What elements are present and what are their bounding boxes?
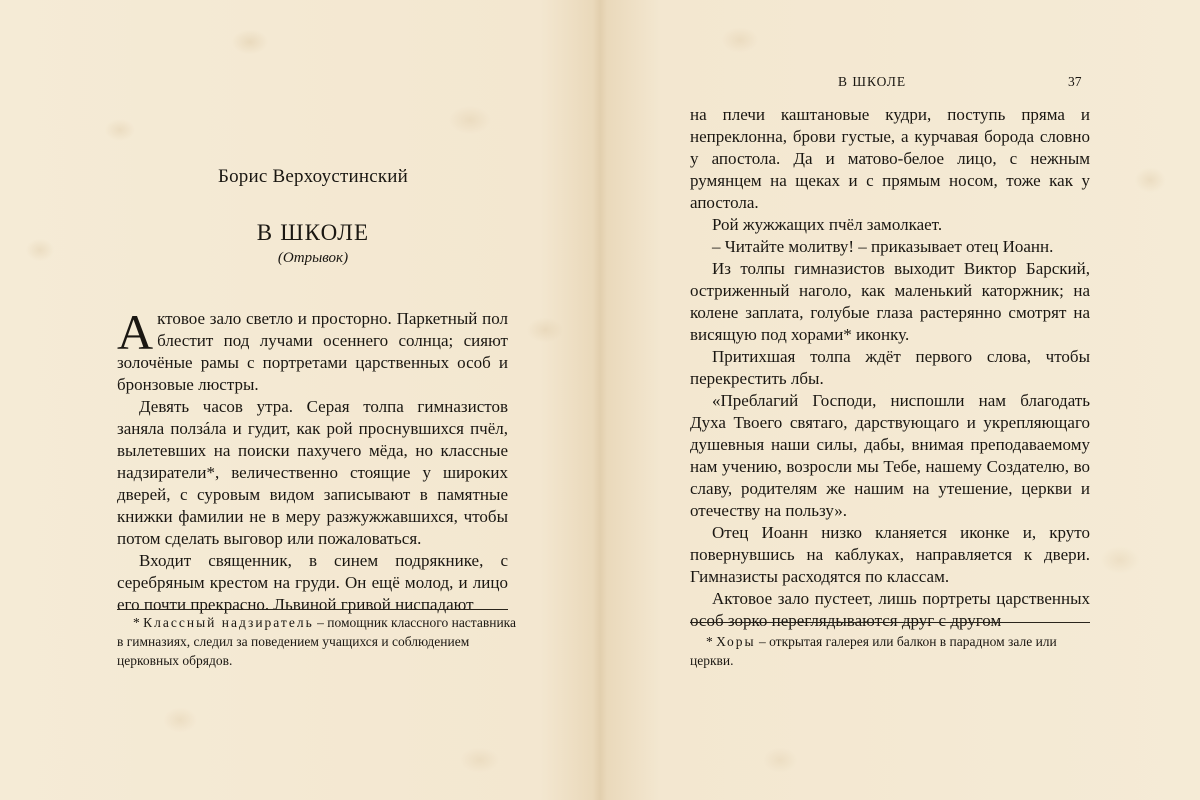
- paragraph: Входит священник, в синем подрякнике, с серебряным крестом на груди. Он ещё молод, и лицо его почти прекрасно. Львиной гривой ниспадают: [117, 551, 508, 614]
- footnote: [690, 632, 1100, 670]
- footnote: [117, 613, 517, 670]
- paragraph: «Преблагий Господи, ниспошли нам благодать Духа Твоего святаго, дарствующаго и укрепляющаго душевныя наши силы, дабы, внимая преподаваемому нам учению, возросли мы Тебе, нашему Создателю, во славу, родителям же нашим на утешение, церкви и отечеству на пользу».: [690, 391, 1090, 520]
- drop-cap: А: [117, 304, 154, 360]
- story-subtitle: (Отрывок): [277, 250, 349, 266]
- paragraph: Из толпы гимназистов выходит Виктор Барский, остриженный наголо, как маленький каторжник; на колене заплата, голубые глаза растерянно смотрят на висящую под хорами* иконку.: [690, 259, 1090, 344]
- footnote-term: Хоры: [716, 634, 756, 649]
- footnote-marker: *: [706, 634, 717, 649]
- paragraph: Рой жужжащих пчёл замолкает.: [712, 215, 943, 234]
- footnote-marker: *: [133, 615, 144, 630]
- paragraph: Девять часов утра. Серая толпа гимназистов заняла ползáла и гудит, как рой проснувшихся пчёл, вылетевших на поиски пахучего мёда, но классные надзиратели*, величественно стоящие у широких дверей, с суровым видом записывают в памятные книжки фамилии не в меру разжужжавшихся, чтобы потом сделать выговор или пожаловаться.: [117, 397, 508, 548]
- paragraph: [117, 304, 508, 396]
- paragraph: Притихшая толпа ждёт первого слова, чтобы перекрестить лбы.: [690, 347, 1090, 388]
- story-title: В ШКОЛЕ: [256, 220, 370, 246]
- footnote-separator: [690, 622, 1090, 623]
- author-name: Борис Верхоустинский: [218, 166, 408, 187]
- paragraph: Актовое зало пустеет, лишь портреты царственных особ зорко переглядываются друг с другом: [690, 589, 1090, 630]
- running-head: В ШКОЛЕ: [838, 74, 907, 89]
- paragraph: на плечи каштановые кудри, поступь пряма и непреклонна, брови густые, а курчавая борода словно у апостола. Да и матово-белое лицо, с нежным румянцем на щеках и с прямым носом, тоже как у апостола.: [690, 105, 1090, 212]
- footnote-definition: – открытая галерея или балкон в парадном зале или церкви.: [690, 634, 1057, 668]
- footnote-separator: [117, 609, 508, 610]
- left-body-text: [117, 304, 508, 616]
- page-number: 37: [1068, 74, 1082, 89]
- paragraph: Отец Иоанн низко кланяется иконке и, круто повернувшись на каблуках, направляется к двери. Гимназисты расходятся по классам.: [690, 523, 1090, 586]
- paragraph: – Читайте молитву! – приказывает отец Иоанн.: [712, 237, 1054, 256]
- right-body-text: [690, 104, 1090, 632]
- paragraph-text: ктовое зало светло и просторно. Паркетный пол блестит под лучами осеннего солнца; сияют золочёные рамы с портретами царственных особ и бронзовые люстры.: [117, 309, 508, 394]
- footnote-term: Классный надзиратель: [143, 615, 314, 630]
- footnote-definition: – помощник классного наставника в гимназиях, следил за поведением учащихся и соблюдением церковных обрядов.: [117, 615, 517, 668]
